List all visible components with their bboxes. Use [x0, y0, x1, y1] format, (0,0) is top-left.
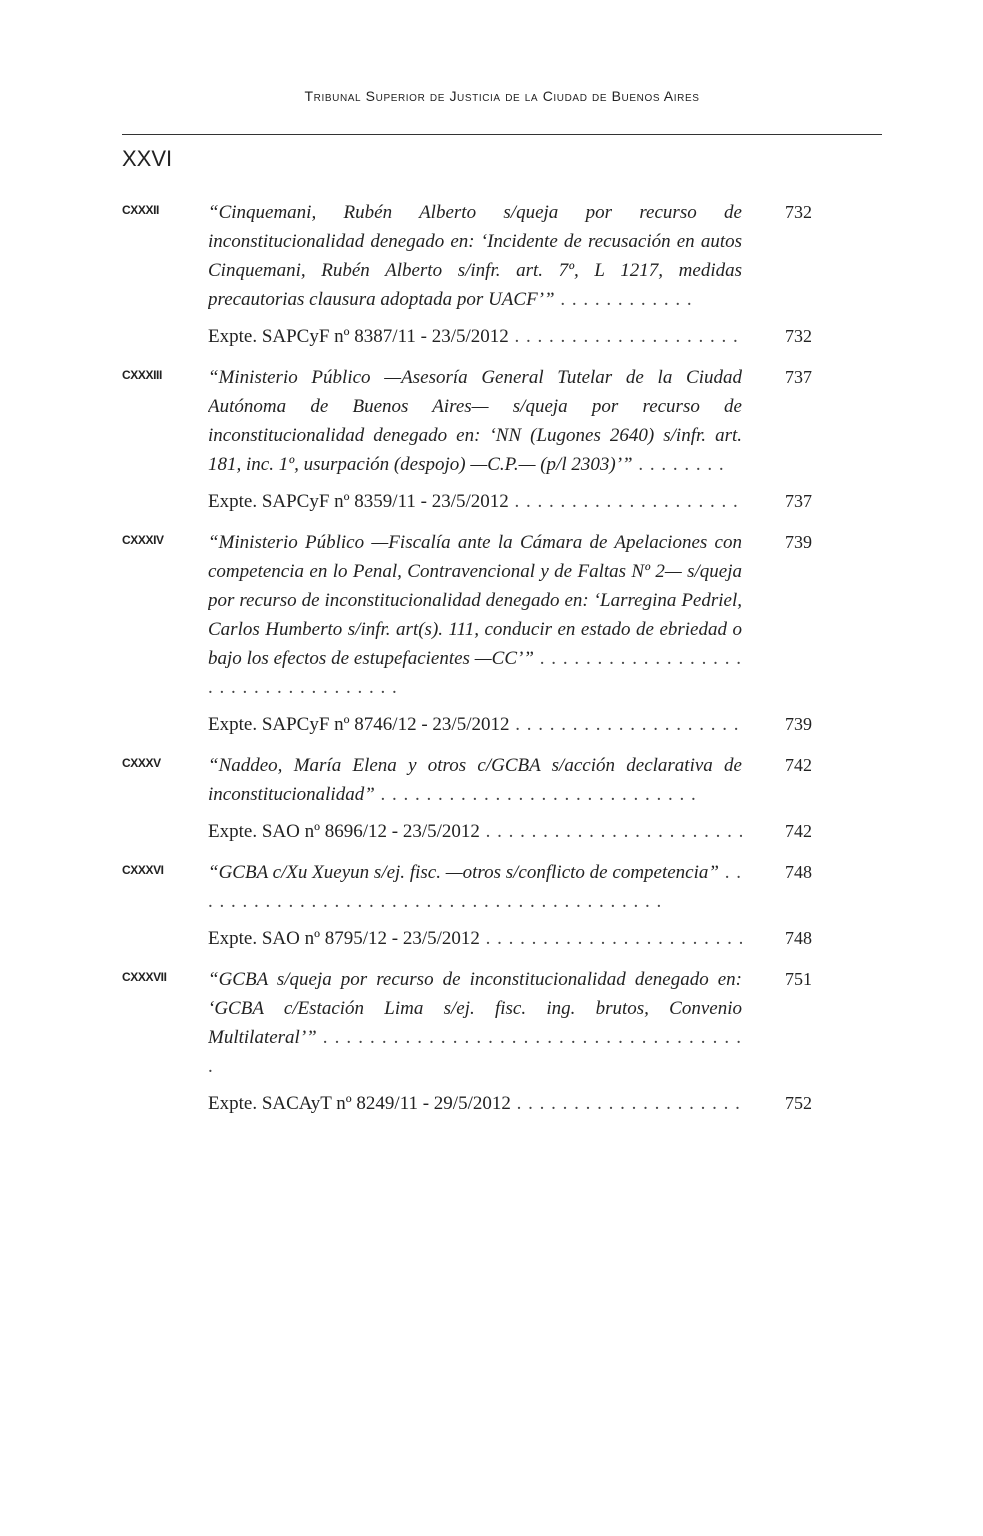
running-title: Tribunal Superior de Justicia de la Ciudad de Buenos Aires — [304, 88, 700, 104]
page-number: XXVI — [122, 146, 173, 171]
entry-number: CXXXVII — [122, 970, 167, 984]
toc-entry — [122, 965, 882, 1118]
entry-expte-line — [208, 322, 812, 351]
entry-expte: Expte. SAO nº 8795/12 - 23/5/2012 — [208, 928, 480, 949]
entry-title-line — [208, 751, 812, 809]
entry-expte-line — [208, 817, 812, 846]
entry-expte-line — [208, 1089, 812, 1118]
dot-leader — [480, 928, 742, 949]
entry-title-page: 751 — [785, 969, 812, 989]
dot-leader — [509, 491, 742, 512]
entry-expte: Expte. SAPCyF nº 8387/11 - 23/5/2012 — [208, 326, 509, 347]
entry-expte-page: 737 — [785, 491, 812, 511]
dot-leader — [509, 326, 742, 347]
entry-expte-line — [208, 710, 812, 739]
header-rule — [122, 134, 882, 135]
dot-leader: . . . . . . . . . . . . . . . . . . . . . . . . . . . . . . . . . . . . . — [208, 1027, 742, 1077]
entry-expte-page: 742 — [785, 821, 812, 841]
entry-title-line — [208, 965, 812, 1081]
entry-expte: Expte. SACAyT nº 8249/11 - 29/5/2012 — [208, 1093, 511, 1114]
entry-title: “GCBA c/Xu Xueyun s/ej. fisc. —otros s/conflicto de competencia” — [208, 862, 719, 883]
entry-title-page: 748 — [785, 862, 812, 882]
toc-entry — [122, 858, 882, 953]
entry-expte-page: 748 — [785, 928, 812, 948]
entry-expte: Expte. SAPCyF nº 8359/11 - 23/5/2012 — [208, 491, 509, 512]
entry-title-line — [208, 198, 812, 314]
entry-title-line — [208, 858, 812, 916]
entry-number: CXXXII — [122, 203, 159, 217]
dot-leader: . . . . . . . . . . . . . . . . . . . . . . . . . . . . . . . . . . . — [208, 648, 742, 698]
entry-expte-page: 752 — [785, 1093, 812, 1113]
dot-leader — [480, 821, 742, 842]
entry-number: CXXXV — [122, 756, 161, 770]
entry-title: “Cinquemani, Rubén Alberto s/queja por recurso de inconstitucionalidad denegado en: ‘Incidente de recusación en autos Cinquemani, Rubén Alberto s/infr. art. 7º, L 1217, medidas precautorias clausura adoptada por UACF’” — [208, 202, 742, 310]
dot-leader: . . . . . . . . — [632, 454, 725, 475]
entry-title: “Ministerio Público —Asesoría General Tutelar de la Ciudad Autónoma de Buenos Aires— s/queja por recurso de inconstitucionalidad denegado en: ‘NN (Lugones 2640) s/infr. art. 181, inc. 1º, usurpación (despojo) —C.P.— (p/l 2303)’” — [208, 367, 742, 475]
dot-leader — [509, 714, 742, 735]
entry-expte-page: 732 — [785, 326, 812, 346]
toc-entry — [122, 528, 882, 739]
dot-leader: . . . . . . . . . . . . — [554, 289, 693, 310]
dot-leader — [511, 1093, 742, 1114]
entry-expte: Expte. SAPCyF nº 8746/12 - 23/5/2012 — [208, 714, 510, 735]
toc-entry — [122, 751, 882, 846]
entry-title-page: 742 — [785, 755, 812, 775]
dot-leader: . . . . . . . . . . . . . . . . . . . . . . . . . . . . — [374, 784, 697, 805]
entry-title: “Ministerio Público —Fiscalía ante la Cámara de Apelaciones con competencia en lo Penal, Contravencional y de Faltas Nº 2— s/queja por recurso de inconstitucionalidad denegado en: ‘Larregina Pedriel, Carlos Humberto s/infr. art(s). 111, conducir en estado de ebriedad o bajo los efectos de estupefacientes —CC’” — [208, 532, 742, 669]
toc-entry — [122, 363, 882, 516]
entry-expte-line — [208, 487, 812, 516]
entry-title: “Naddeo, María Elena y otros c/GCBA s/acción declarativa de inconstitucionalidad” — [208, 755, 742, 805]
entry-title-page: 739 — [785, 532, 812, 552]
table-of-contents — [122, 198, 882, 1130]
entry-title-line — [208, 528, 812, 702]
entry-expte: Expte. SAO nº 8696/12 - 23/5/2012 — [208, 821, 480, 842]
entry-number: CXXXIII — [122, 368, 162, 382]
toc-entry — [122, 198, 882, 351]
entry-title-page: 732 — [785, 202, 812, 222]
entry-number: CXXXVI — [122, 863, 164, 877]
entry-expte-line — [208, 924, 812, 953]
entry-number: CXXXIV — [122, 533, 164, 547]
entry-expte-page: 739 — [785, 714, 812, 734]
dot-leader: . . . . . . . . . . . . . . . . . . . . . . . . . . . . . . . . . . . . . . . . . . — [208, 862, 742, 912]
entry-title-page: 737 — [785, 367, 812, 387]
entry-title-line — [208, 363, 812, 479]
entry-title: “GCBA s/queja por recurso de inconstitucionalidad denegado en: ‘GCBA c/Estación Lima s/ej. fisc. ing. brutos, Convenio Multilateral’” — [208, 969, 742, 1048]
